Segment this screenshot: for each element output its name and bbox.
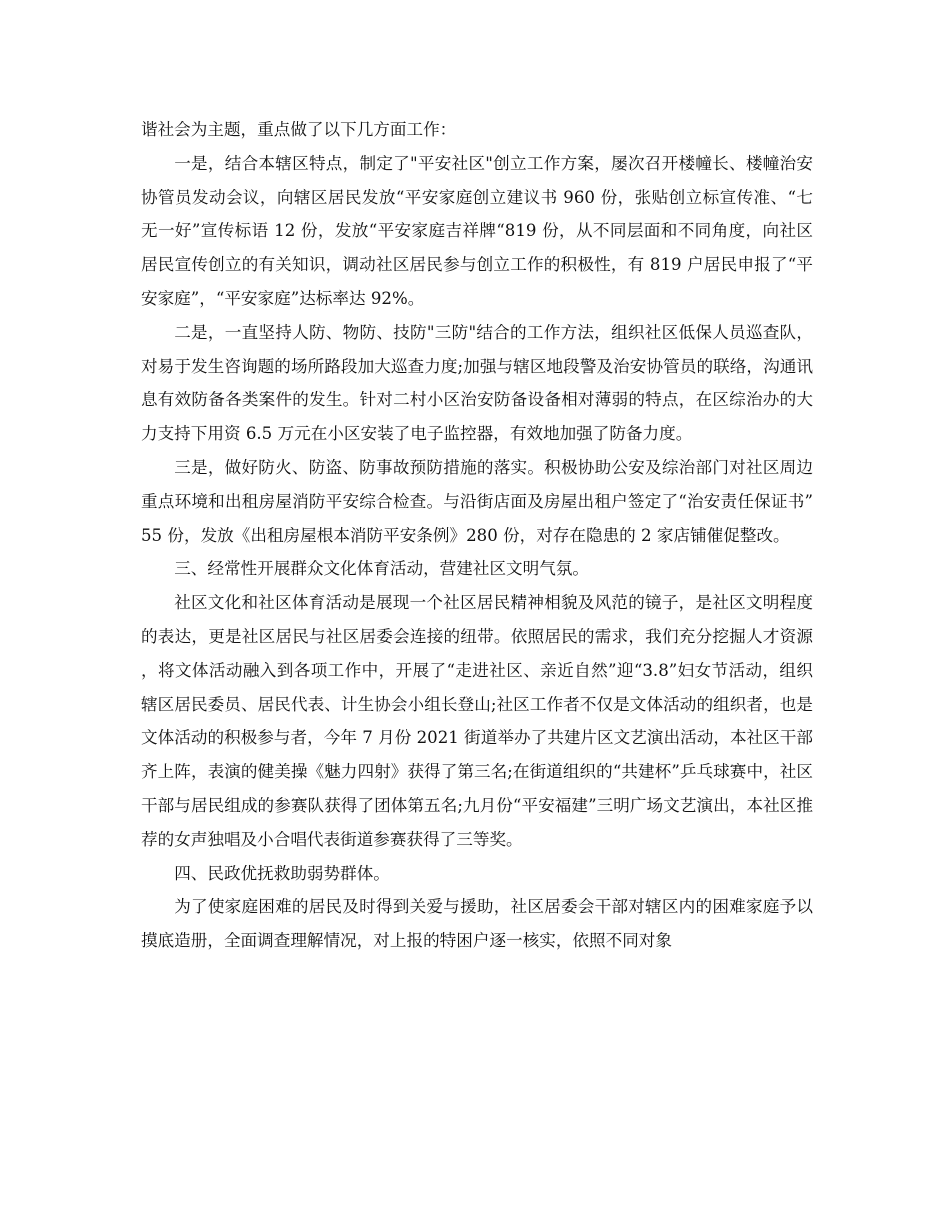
paragraph-civil-affairs: 为了使家庭困难的居民及时得到关爱与援助，社区居委会干部对辖区内的困难家庭予以摸底造册，全面调查理解情况，对上报的特困户逐一核实，依照不同对象 — [141, 897, 813, 951]
section-heading-civil-affairs: 四、民政优抚救助弱势群体。 — [174, 863, 390, 883]
document-body — [141, 113, 813, 958]
paragraph-continuation: 谐社会为主题，重点做了以下几方面工作： — [141, 120, 457, 139]
paragraph-culture-sports: 社区文化和社区体育活动是展现一个社区居民精神相貌及风范的镜子，是社区文明程度的表达，更是社区居民与社区居委会连接的纽带。依照居民的需求，我们充分挖掘人才资源，将文体活动融入到各项工作中，开展了“走进社区、亲近自然”迎“3.8”妇女节活动，组织辖区居民委员、居民代表、计生协会小组长登山;社区工作者不仅是文体活动的组织者，也是文体活动的积极参与者，今年 7 月份 2021 街道举办了共建片区文艺演出活动，本社区干部齐上阵，表演的健美操《魅力四射》获得了第三名;在街道组织的“共建杯”乒乓球赛中，社区干部与居民组成的参赛队获得了团体第五名;九月份“平安福建”三明广场文艺演出，本社区推荐的女声独唱及小合唱代表街道参赛获得了三等奖。 — [141, 593, 813, 849]
paragraph-three-defenses: 二是，一直坚持人防、物防、技防"三防"结合的工作方法，组织社区低保人员巡查队，对易于发生咨询题的场所路段加大巡查力度;加强与辖区地段警及治安协管员的联络，沟通讯息有效防备各类案件的发生。针对二村小区治安防备设备相对薄弱的特点，在区综治办的大力支持下用资 6.5 万元在小区安装了电子监控器，有效地加强了防备力度。 — [141, 322, 813, 444]
section-heading-culture-sports: 三、经常性开展群众文化体育活动，营建社区文明气氛。 — [174, 559, 590, 579]
paragraph-safe-community: 一是，结合本辖区特点，制定了"平安社区"创立工作方案，屡次召开楼幢长、楼幢治安协管员发动会议，向辖区居民发放“平安家庭创立建议书 960 份，张贴创立标宣传准、“七无一好”宣传标语 12 份，发放“平安家庭吉祥牌“819 份，从不同层面和不同角度，向社区居民宣传创立的有关知识，调动社区居民参与创立工作的积极性，有 819 户居民申报了“平安家庭”，“平安家庭”达标率达 92%。 — [141, 153, 813, 308]
paragraph-fire-prevention: 三是，做好防火、防盗、防事故预防措施的落实。积极协助公安及综治部门对社区周边重点环境和出租房屋消防平安综合检查。与沿街店面及房屋出租户签定了“治安责任保证书”55 份，发放《出租房屋根本消防平安条例》280 份，对存在隐患的 2 家店铺催促整改。 — [141, 457, 813, 545]
